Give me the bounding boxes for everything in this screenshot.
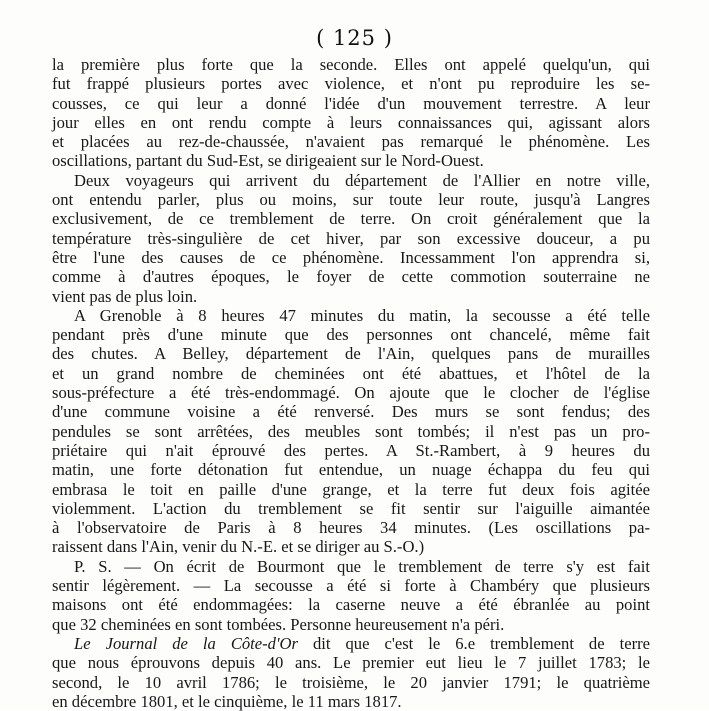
text-line bbox=[52, 634, 650, 653]
text-line: pendant près d'une minute que des personnes ont chancelé, même fait bbox=[52, 325, 650, 345]
text-line: fut frappé plusieurs portes avec violence, et n'ont pu reproduire les se- bbox=[52, 74, 650, 94]
text-line: pendules se sont arrêtées, des meubles sont tombés; il n'est pas un pro- bbox=[52, 421, 650, 441]
text-line: température très-singulière de cet hiver, par son excessive douceur, a pu bbox=[52, 228, 650, 248]
page-number: ( 125 ) bbox=[316, 26, 393, 50]
text-line: et un grand nombre de cheminées ont été abattues, et l'hôtel de la bbox=[52, 363, 650, 383]
text-line: Deux voyageurs qui arrivent du département de l'Allier en notre ville, bbox=[74, 170, 650, 190]
text-line: embrasa le toit en paille d'une grange, et la terre fut deux fois agitée bbox=[52, 479, 650, 499]
text-line: à l'observatoire de Paris à 8 heures 34 minutes. (Les oscillations pa- bbox=[52, 518, 650, 538]
text-line: matin, une forte détonation fut entendue, un nuage échappa du feu qui bbox=[52, 460, 650, 480]
text-line-rest: dit que c'est le 6.e tremblement de terre bbox=[297, 633, 650, 653]
text-line: jour elles en ont rendu compte à leurs connaissances qui, agissant alors bbox=[52, 112, 650, 132]
text-line: être l'une des causes de ce phénomène. Incessamment l'on apprendra si, bbox=[52, 247, 650, 267]
journal-title: Le Journal de la Côte-d'Or bbox=[74, 633, 298, 653]
text-line: violemment. L'action du tremblement se fit sentir sur l'aiguille aimantée bbox=[52, 498, 650, 518]
text-line: ont entendu parler, plus ou moins, sur toute leur route, jusqu'à Langres bbox=[52, 190, 650, 210]
text-line: maisons ont été endommagées: la caserne neuve a été ébranlée au point bbox=[52, 595, 650, 615]
paragraph-journal bbox=[52, 634, 650, 711]
text-line: en décembre 1801, et le cinquième, le 11 mars 1817. bbox=[52, 691, 402, 711]
text-line: cousses, ce qui leur a donné l'idée d'un mouvement terrestre. A leur bbox=[52, 93, 650, 113]
text-line: raissent dans l'Ain, venir du N.-E. et se diriger au S.-O.) bbox=[52, 537, 425, 557]
text-line: que nous éprouvons depuis 40 ans. Le premier eut lieu le 7 juillet 1783; le bbox=[52, 653, 650, 673]
paragraph-1 bbox=[52, 55, 650, 171]
paragraph-postscript bbox=[52, 557, 650, 634]
text-line: priétaire qui n'ait éprouvé des pertes. A St.-Rambert, à 9 heures du bbox=[52, 440, 650, 460]
text-line: des chutes. A Belley, département de l'Ain, quelques pans de murailles bbox=[52, 344, 650, 364]
paragraph-2 bbox=[52, 171, 650, 306]
text-line: comme à d'autres époques, le foyer de cette commotion souterraine ne bbox=[52, 267, 650, 287]
body-text bbox=[52, 55, 650, 711]
text-line: vient pas de plus loin. bbox=[52, 286, 198, 306]
text-line: la première plus forte que la seconde. Elles ont appelé quelqu'un, qui bbox=[52, 55, 650, 74]
text-line: exclusivement, de ce tremblement de terre. On croit généralement que la bbox=[52, 209, 650, 229]
paragraph-3 bbox=[52, 306, 650, 557]
text-line: sous-préfecture a été très-endommagé. On ajoute que le clocher de l'église bbox=[52, 383, 650, 403]
text-line: P. S. — On écrit de Bourmont que le tremblement de terre s'y est fait bbox=[74, 556, 650, 576]
text-line: et placées au rez-de-chaussée, n'avaient pas remarqué le phénomène. Les bbox=[52, 132, 650, 152]
text-line: sentir légèrement. — La secousse a été si forte à Chambéry que plusieurs bbox=[52, 576, 650, 596]
text-line: d'une commune voisine a été renversé. Des murs se sont fendus; des bbox=[52, 402, 650, 422]
text-line: second, le 10 avril 1786; le troisième, le 20 janvier 1791; le quatrième bbox=[52, 672, 650, 692]
text-line: A Grenoble à 8 heures 47 minutes du matin, la secousse a été telle bbox=[74, 305, 650, 325]
text-line: que 32 cheminées en sont tombées. Personne heureusement n'a péri. bbox=[52, 614, 505, 634]
text-line: oscillations, partant du Sud-Est, se dirigeaient sur le Nord-Ouest. bbox=[52, 151, 484, 171]
